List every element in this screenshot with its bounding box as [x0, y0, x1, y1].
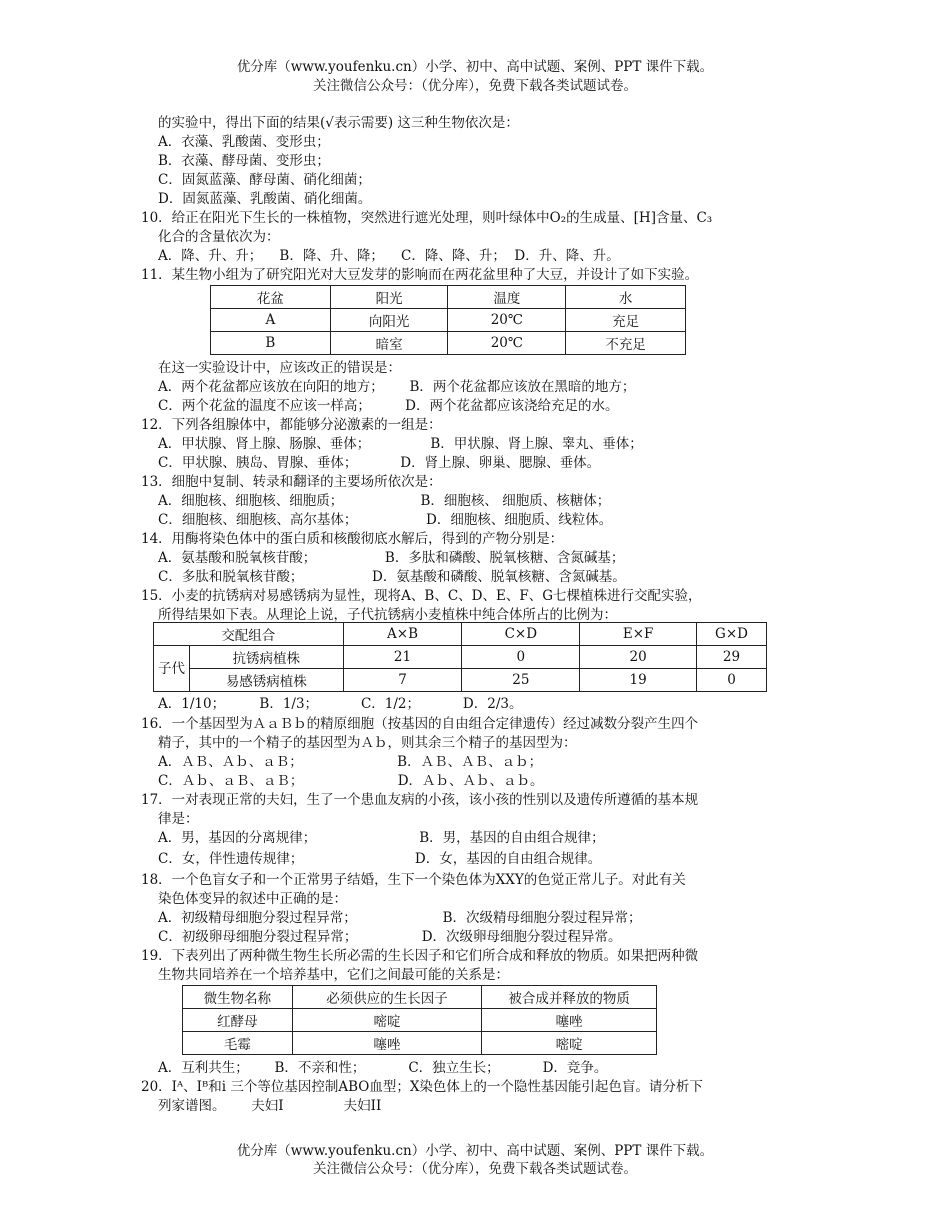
option-line: B．衣藻、酵母菌、变形虫；	[158, 153, 330, 169]
text-line: 在这一实验设计中，应该改正的错误是：	[158, 360, 401, 376]
table-cell: 29	[697, 646, 767, 669]
table-cell: 0	[462, 646, 580, 669]
option-line: D．固氮蓝藻、乳酸菌、硝化细菌。	[158, 191, 372, 207]
text-line: 律是：	[158, 811, 199, 827]
text-line: 生物共同培养在一个培养基中，它们之间最可能的关系是：	[158, 967, 509, 983]
table-cell: A	[211, 309, 331, 332]
option-line: A．男，基因的分离规律； B．男，基因的自由组合规律；	[158, 830, 605, 846]
question-19: 19．下表列出了两种微生物生长所必需的生长因子和它们所合成和释放的物质。如果把两种微	[141, 948, 699, 964]
table-cell: 7	[343, 669, 462, 692]
table-row-label: 易感锈病植株	[189, 669, 343, 692]
table-header: 微生物名称	[183, 986, 293, 1009]
table-header: C×D	[462, 623, 580, 646]
table-cell: 嘧啶	[482, 1032, 657, 1055]
table-header: 温度	[448, 286, 566, 309]
option-line: C．初级卵母细胞分裂过程异常； D．次级卵母细胞分裂过程异常。	[158, 929, 622, 945]
table-row	[211, 309, 686, 332]
table-header: 花盆	[211, 286, 331, 309]
option-line: C．甲状腺、胰岛、胃腺、垂体； D．肾上腺、卵巢、腮腺、垂体。	[158, 455, 601, 471]
page-footer-line-1: 优分库（www.youfenku.cn）小学、初中、高中试题、案例、PPT 课件下载。	[236, 1143, 714, 1159]
table-11	[210, 285, 686, 355]
table-row	[183, 1032, 657, 1055]
text-line: 染色体变异的叙述中正确的是：	[158, 891, 347, 907]
table-header-row	[211, 286, 686, 309]
table-cell: 红酵母	[183, 1009, 293, 1032]
table-cell: 20℃	[448, 309, 566, 332]
table-row	[154, 646, 767, 669]
table-cell: 不充足	[566, 332, 686, 355]
table-row	[183, 1009, 657, 1032]
question-13: 13．细胞中复制、转录和翻译的主要场所依次是：	[141, 474, 442, 490]
option-line: A．氨基酸和脱氧核苷酸； B．多肽和磷酸、脱氧核糖、含氮碱基；	[158, 550, 625, 566]
option-line: A．衣藻、乳酸菌、变形虫；	[158, 134, 330, 150]
option-line: A．互利共生； B．不亲和性； C．独立生长； D．竞争。	[158, 1060, 608, 1076]
page-header-line-2: 关注微信公众号：（优分库），免费下载各类试题试卷。	[313, 78, 637, 94]
option-line: A．甲状腺、肾上腺、肠腺、垂体； B．甲状腺、肾上腺、睾丸、垂体；	[158, 436, 643, 452]
table-cell: 20	[580, 646, 697, 669]
table-cell: 25	[462, 669, 580, 692]
question-14: 14．用酶将染色体中的蛋白质和核酸彻底水解后，得到的产物分别是：	[141, 531, 564, 547]
table-row-label: 抗锈病植株	[189, 646, 343, 669]
table-row	[211, 332, 686, 355]
option-line: A．ＡＢ、Ａｂ、ａＢ； B．ＡＢ、ＡＢ、ａｂ；	[158, 754, 543, 770]
table-row	[154, 669, 767, 692]
table-header: 必须供应的生长因子	[292, 986, 482, 1009]
table-header: 水	[566, 286, 686, 309]
option-line: C．多肽和脱氧核苷酸； D．氨基酸和磷酸、脱氧核糖、含氮碱基。	[158, 569, 626, 585]
table-header-row	[183, 986, 657, 1009]
question-17: 17．一对表现正常的夫妇，生了一个患血友病的小孩，该小孩的性别以及遗传所遵循的基本规	[141, 792, 699, 808]
question-16: 16．一个基因型为ＡａＢｂ的精原细胞（按基因的自由组合定律遗传）经过减数分裂产生四个	[141, 716, 699, 732]
option-line: A．降、升、升； B．降、升、降； C．降、降、升； D．升、降、升。	[158, 248, 620, 264]
table-cell: B	[211, 332, 331, 355]
option-line: C．细胞核、细胞核、高尔基体； D．细胞核、细胞质、线粒体。	[158, 512, 613, 528]
table-header: E×F	[580, 623, 697, 646]
question-18: 18．一个色盲女子和一个正常男子结婚，生下一个染色体为XXY的色觉正常儿子。对此有关	[141, 872, 686, 888]
table-header: 被合成并释放的物质	[482, 986, 657, 1009]
table-cell: 毛霉	[183, 1032, 293, 1055]
table-cell: 暗室	[330, 332, 448, 355]
table-cell: 噻唑	[482, 1009, 657, 1032]
text-line: 的实验中，得出下面的结果(√表示需要) 这三种生物依次是：	[158, 115, 519, 131]
question-15: 15．小麦的抗锈病对易感锈病为显性，现将A、B、C、D、E、F、G七棵植株进行交配实验，	[141, 588, 702, 604]
table-header: 交配组合	[154, 623, 344, 646]
table-cell: 19	[580, 669, 697, 692]
table-cell: 向阳光	[330, 309, 448, 332]
table-cell: 20℃	[448, 332, 566, 355]
table-cell: 0	[697, 669, 767, 692]
table-19	[182, 985, 657, 1055]
table-header: A×B	[343, 623, 462, 646]
question-10: 10．给正在阳光下生长的一株植物，突然进行遮光处理，则叶绿体中O₂的生成量、[H]含量、C₃	[141, 210, 713, 226]
page-header-line-1: 优分库（www.youfenku.cn）小学、初中、高中试题、案例、PPT 课件下载。	[236, 59, 714, 75]
table-15	[153, 622, 767, 692]
option-line: A．1/10； B．1/3； C．1/2； D．2/3。	[158, 696, 523, 712]
text-line: 所得结果如下表。从理论上说，子代抗锈病小麦植株中纯合体所占的比例为：	[158, 607, 617, 623]
text-line: 列家谱图。 夫妇I 夫妇II	[158, 1098, 382, 1114]
question-11: 11．某生物小组为了研究阳光对大豆发芽的影响而在两花盆里种了大豆，并设计了如下实验。	[141, 267, 699, 283]
option-line: C．固氮蓝藻、酵母菌、硝化细菌；	[158, 172, 371, 188]
text-line: 化合的含量依次为：	[158, 229, 280, 245]
table-cell: 嘧啶	[292, 1009, 482, 1032]
table-cell: 21	[343, 646, 462, 669]
table-header-row	[154, 623, 767, 646]
option-line: C．两个花盆的温度不应该一样高； D．两个花盆都应该浇给充足的水。	[158, 398, 619, 414]
option-line: A．初级精母细胞分裂过程异常； B．次级精母细胞分裂过程异常；	[158, 910, 642, 926]
option-line: A．细胞核、细胞核、细胞质； B．细胞核、 细胞质、核糖体；	[158, 493, 611, 509]
table-cell: 充足	[566, 309, 686, 332]
option-line: C．Ａｂ、ａＢ、ａＢ； D．Ａｂ、Ａｂ、ａｂ。	[158, 773, 544, 789]
question-12: 12．下列各组腺体中，都能够分泌激素的一组是：	[141, 417, 442, 433]
text-line: 精子，其中的一个精子的基因型为Ａｂ，则其余三个精子的基因型为：	[158, 735, 577, 751]
table-header: G×D	[697, 623, 767, 646]
option-line: C．女，伴性遗传规律； D．女，基因的自由组合规律。	[158, 851, 602, 867]
page-footer-line-2: 关注微信公众号：（优分库），免费下载各类试题试卷。	[313, 1161, 637, 1177]
table-group-label: 子代	[154, 646, 190, 692]
question-20: 20．Iᴬ、Iᴮ和i 三个等位基因控制ABO血型；X染色体上的一个隐性基因能引起色盲。请分析下	[141, 1079, 703, 1095]
table-header: 阳光	[330, 286, 448, 309]
option-line: A．两个花盆都应该放在向阳的地方； B．两个花盆都应该放在黑暗的地方；	[158, 379, 636, 395]
table-cell: 噻唑	[292, 1032, 482, 1055]
